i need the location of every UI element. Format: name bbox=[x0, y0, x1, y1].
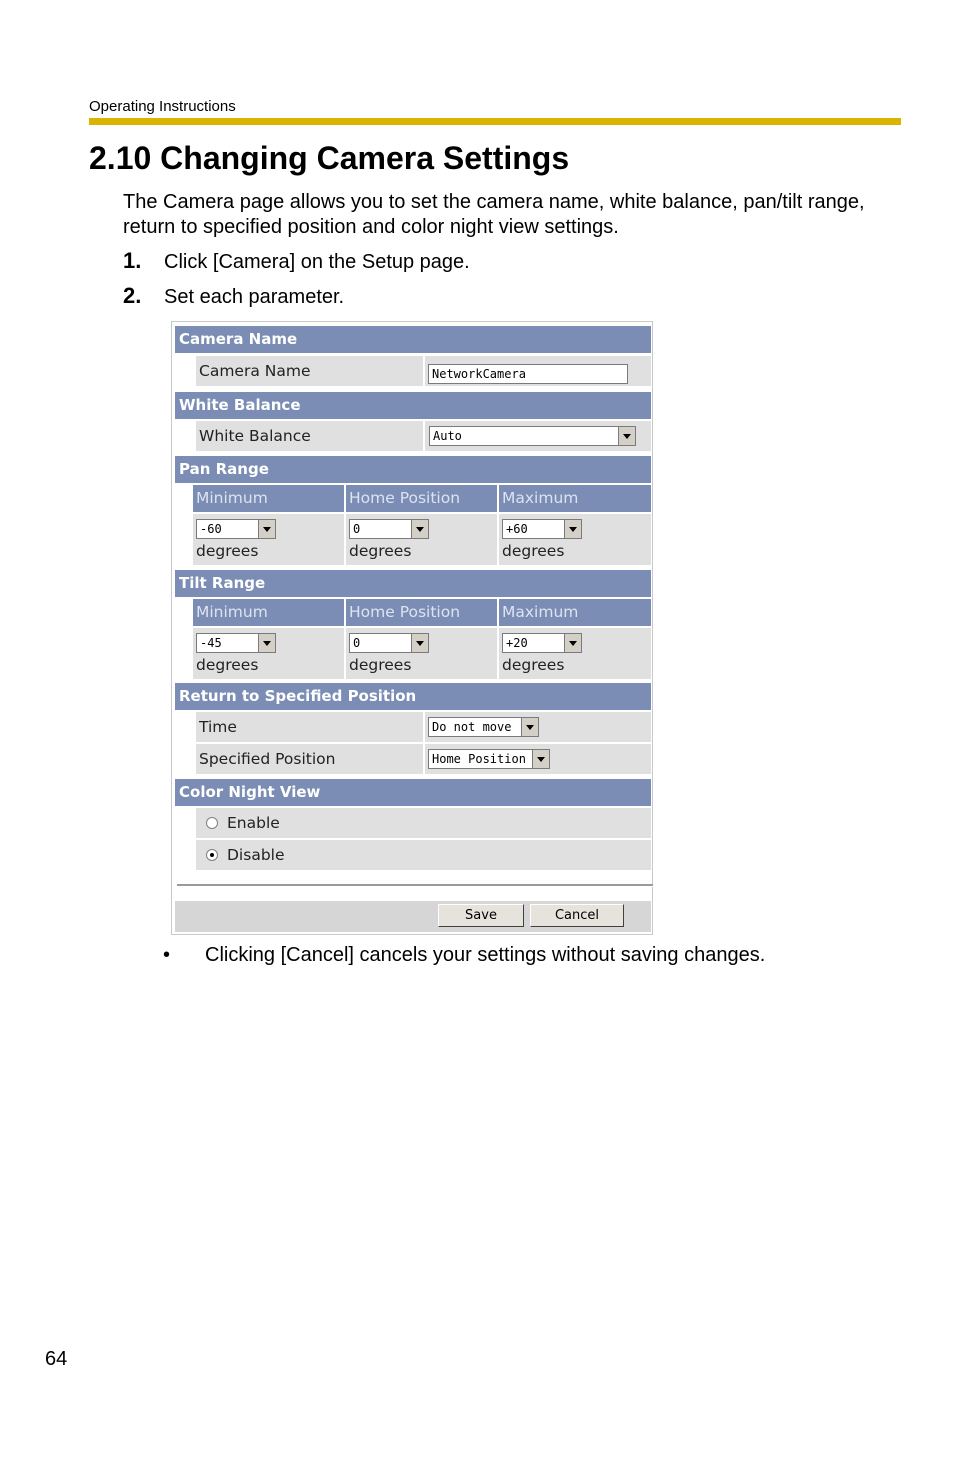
tilt-home-unit: degrees bbox=[349, 656, 412, 674]
tilt-home-select[interactable] bbox=[349, 633, 429, 653]
night-view-disable-row[interactable] bbox=[196, 840, 651, 870]
tilt-minimum-cell bbox=[193, 628, 344, 679]
step-text: Click [Camera] on the Setup page. bbox=[164, 251, 470, 273]
page-number: 64 bbox=[45, 1348, 68, 1370]
white-balance-label: White Balance bbox=[199, 427, 311, 445]
chevron-down-icon[interactable] bbox=[258, 634, 275, 652]
pan-maximum-select[interactable] bbox=[502, 519, 582, 539]
enable-radio[interactable] bbox=[206, 817, 218, 829]
return-time-row bbox=[196, 712, 651, 742]
section-header-tilt-range: Tilt Range bbox=[175, 570, 651, 597]
step-text: Set each parameter. bbox=[164, 286, 345, 308]
cancel-button[interactable]: Cancel bbox=[530, 904, 624, 927]
tilt-col-maximum: Maximum bbox=[499, 599, 651, 626]
running-header: Operating Instructions bbox=[89, 98, 236, 115]
disable-radio[interactable] bbox=[206, 849, 218, 861]
section-header-white-balance: White Balance bbox=[175, 392, 651, 419]
pan-col-home: Home Position bbox=[346, 485, 497, 512]
disable-label: Disable bbox=[227, 846, 285, 864]
specified-position-select[interactable] bbox=[428, 749, 550, 769]
section-heading: 2.10 Changing Camera Settings bbox=[89, 140, 570, 176]
tilt-home-cell bbox=[346, 628, 497, 679]
chevron-down-icon[interactable] bbox=[564, 520, 581, 538]
pan-minimum-value: -60 bbox=[200, 522, 222, 536]
enable-label: Enable bbox=[227, 814, 280, 832]
pan-maximum-cell bbox=[499, 514, 651, 565]
save-button[interactable]: Save bbox=[438, 904, 524, 927]
chevron-down-icon[interactable] bbox=[618, 427, 635, 445]
chevron-down-icon[interactable] bbox=[411, 634, 428, 652]
step-2 bbox=[123, 283, 344, 309]
white-balance-row bbox=[196, 421, 651, 451]
note-text: Clicking [Cancel] cancels your settings without saving changes. bbox=[205, 944, 766, 966]
tilt-minimum-value: -45 bbox=[200, 636, 222, 650]
pan-col-minimum: Minimum bbox=[193, 485, 344, 512]
section-header-color-night-view: Color Night View bbox=[175, 779, 651, 806]
return-time-select[interactable] bbox=[428, 717, 539, 737]
chevron-down-icon[interactable] bbox=[532, 750, 549, 768]
pan-home-select[interactable] bbox=[349, 519, 429, 539]
intro-paragraph: The Camera page allows you to set the camera name, white balance, pan/tilt range, return to specified position and color night view settings. bbox=[123, 191, 865, 238]
chevron-down-icon[interactable] bbox=[521, 718, 538, 736]
return-time-label: Time bbox=[199, 718, 237, 736]
pan-home-value: 0 bbox=[353, 522, 361, 536]
step-1 bbox=[123, 248, 470, 274]
header-rule bbox=[89, 118, 901, 125]
white-balance-select[interactable] bbox=[429, 426, 636, 446]
pan-home-cell bbox=[346, 514, 497, 565]
note bbox=[163, 944, 765, 967]
specified-position-cell bbox=[423, 744, 651, 774]
tilt-minimum-unit: degrees bbox=[196, 656, 259, 674]
white-balance-cell bbox=[423, 421, 651, 451]
tilt-col-home: Home Position bbox=[346, 599, 497, 626]
camera-name-cell bbox=[423, 356, 651, 386]
section-header-camera-name: Camera Name bbox=[175, 326, 651, 353]
bullet: • bbox=[163, 944, 171, 966]
return-time-value: Do not move bbox=[432, 720, 512, 734]
tilt-maximum-unit: degrees bbox=[502, 656, 565, 674]
specified-position-row bbox=[196, 744, 651, 774]
camera-name-label: Camera Name bbox=[199, 362, 311, 380]
pan-maximum-value: +60 bbox=[506, 522, 528, 536]
chevron-down-icon[interactable] bbox=[258, 520, 275, 538]
return-time-cell bbox=[423, 712, 651, 742]
night-view-enable-row[interactable] bbox=[196, 808, 651, 838]
camera-settings-panel bbox=[171, 321, 653, 935]
pan-col-maximum: Maximum bbox=[499, 485, 651, 512]
divider bbox=[177, 884, 653, 887]
section-header-return-position: Return to Specified Position bbox=[175, 683, 651, 710]
specified-position-label: Specified Position bbox=[199, 750, 336, 768]
camera-name-input[interactable]: NetworkCamera bbox=[428, 364, 628, 384]
tilt-maximum-cell bbox=[499, 628, 651, 679]
white-balance-value: Auto bbox=[433, 429, 462, 443]
specified-position-value: Home Position bbox=[432, 752, 526, 766]
section-header-pan-range: Pan Range bbox=[175, 456, 651, 483]
chevron-down-icon[interactable] bbox=[564, 634, 581, 652]
tilt-home-value: 0 bbox=[353, 636, 361, 650]
pan-minimum-cell bbox=[193, 514, 344, 565]
tilt-col-minimum: Minimum bbox=[193, 599, 344, 626]
pan-maximum-unit: degrees bbox=[502, 542, 565, 560]
pan-minimum-select[interactable] bbox=[196, 519, 276, 539]
pan-minimum-unit: degrees bbox=[196, 542, 259, 560]
pan-home-unit: degrees bbox=[349, 542, 412, 560]
step-number: 1. bbox=[123, 248, 142, 273]
tilt-minimum-select[interactable] bbox=[196, 633, 276, 653]
step-number: 2. bbox=[123, 283, 142, 308]
camera-name-row bbox=[196, 356, 651, 386]
tilt-maximum-value: +20 bbox=[506, 636, 528, 650]
chevron-down-icon[interactable] bbox=[411, 520, 428, 538]
tilt-maximum-select[interactable] bbox=[502, 633, 582, 653]
